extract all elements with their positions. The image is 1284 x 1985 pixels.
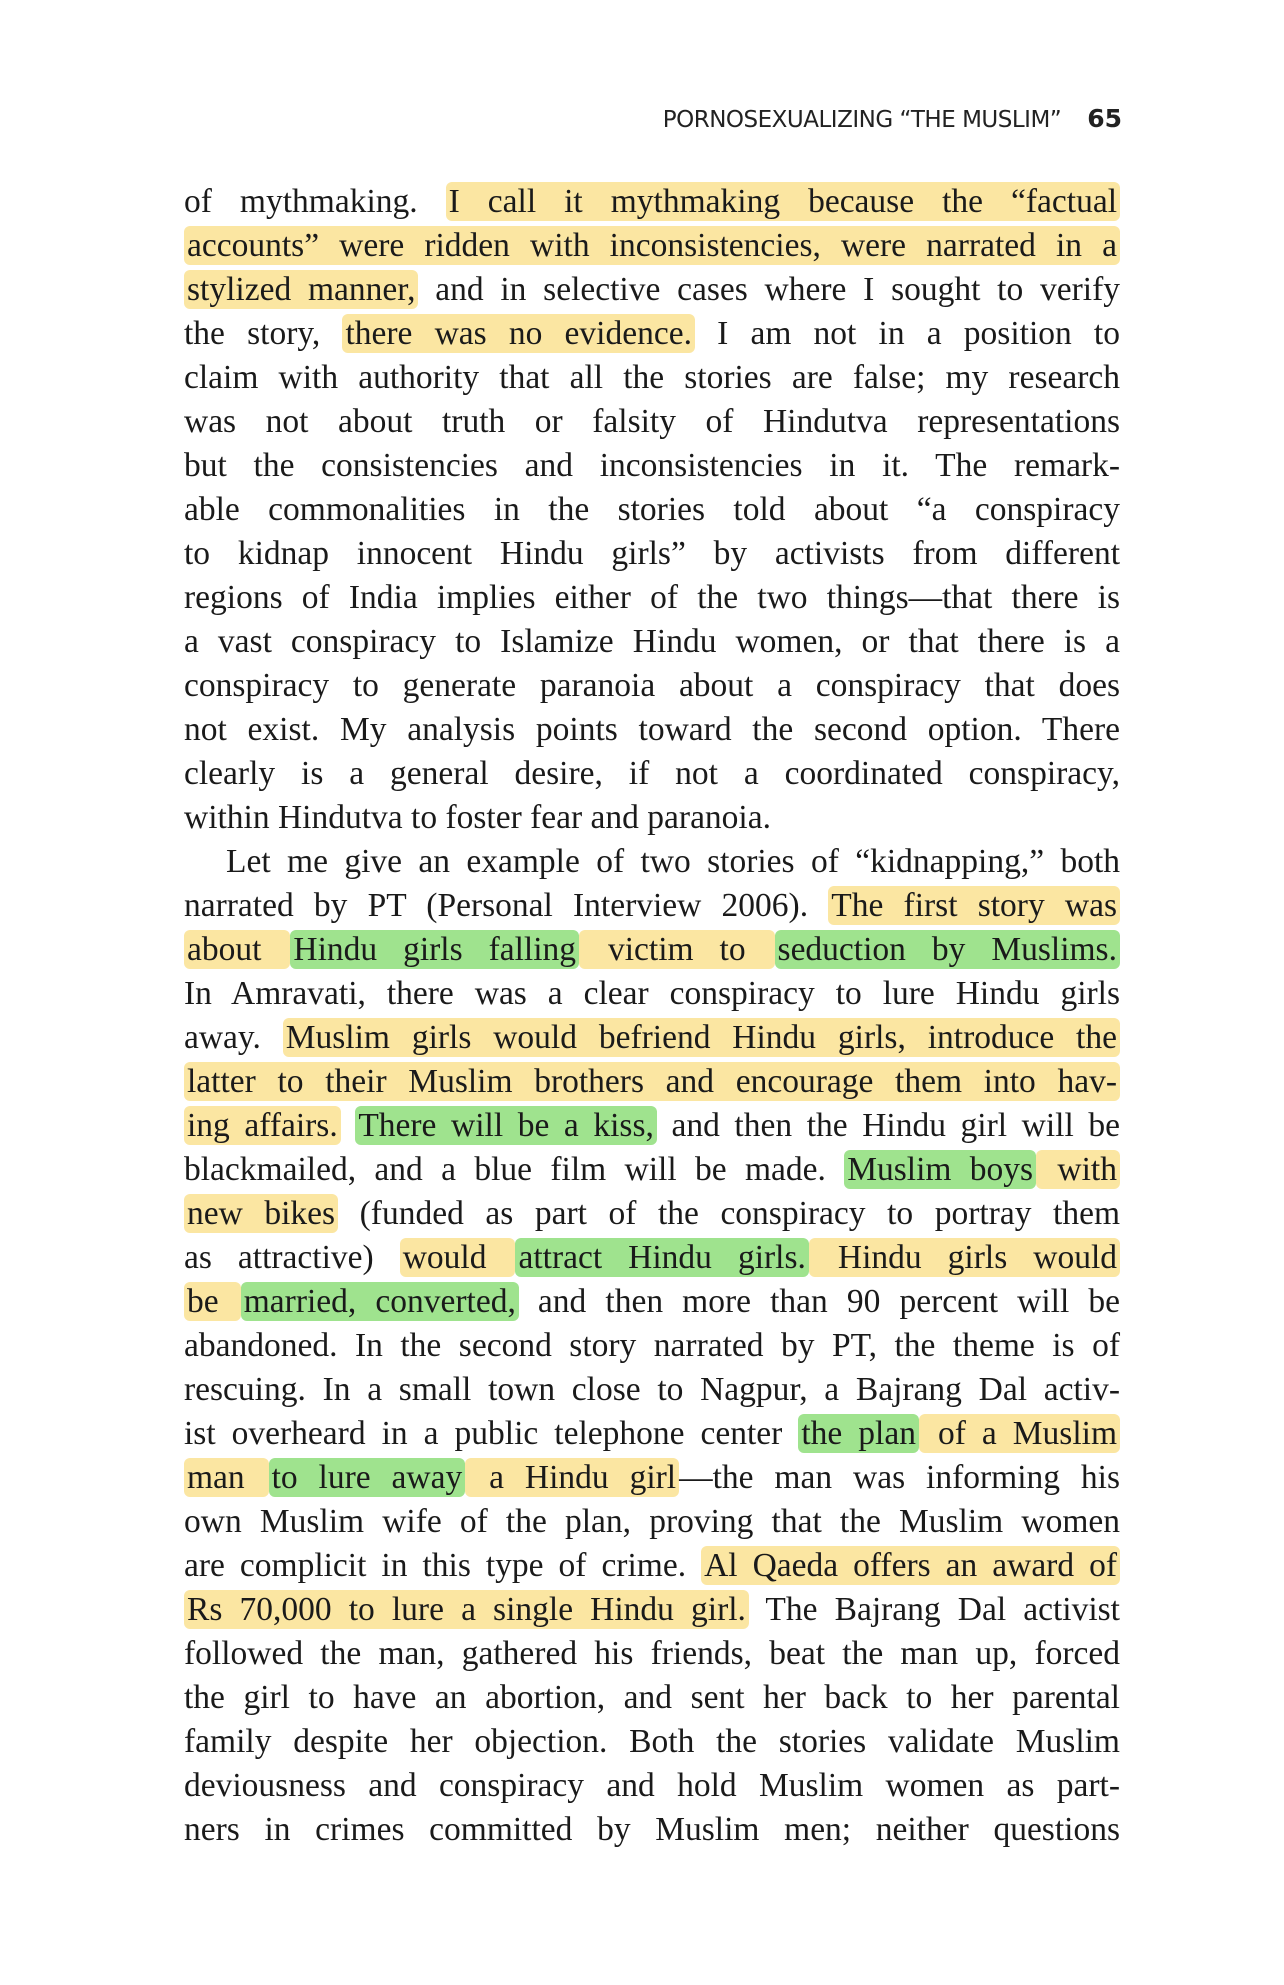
text-segment: —the man was informing his	[679, 1459, 1120, 1496]
text-line	[184, 884, 1120, 928]
highlight-yellow: The first story was	[828, 886, 1120, 925]
text-line	[184, 1368, 1120, 1412]
highlight-yellow: Hindu girls would	[809, 1238, 1120, 1277]
text-segment: as attractive)	[184, 1239, 400, 1276]
highlight-yellow: latter to their Muslim brothers and encourage them into hav-	[184, 1062, 1120, 1101]
text-line	[184, 708, 1120, 752]
highlight-yellow: stylized manner,	[184, 270, 418, 309]
highlight-green: married, converted,	[241, 1282, 519, 1321]
text-line	[184, 972, 1120, 1016]
text-line	[184, 664, 1120, 708]
text-segment: the story,	[184, 315, 343, 352]
text-segment: I am not in a position to	[694, 315, 1120, 352]
text-line	[184, 1412, 1120, 1456]
text-segment	[341, 1107, 356, 1144]
text-segment: conspiracy to generate paranoia about a conspiracy that does	[184, 667, 1120, 704]
highlight-yellow: a Hindu girl	[465, 1458, 679, 1497]
text-segment: able commonalities in the stories told about “a conspiracy	[184, 491, 1120, 528]
highlight-yellow: new bikes	[184, 1194, 338, 1233]
highlight-green: Muslim boys	[844, 1150, 1036, 1189]
text-line	[184, 268, 1120, 312]
text-segment: narrated by PT (Personal Interview 2006).	[184, 887, 829, 924]
text-segment: family despite her objection. Both the stories validate Muslim	[184, 1723, 1120, 1760]
text-segment: a vast conspiracy to Islamize Hindu women, or that there is a	[184, 623, 1120, 660]
text-line	[184, 1544, 1120, 1588]
text-line	[184, 1500, 1120, 1544]
text-line	[184, 1324, 1120, 1368]
text-segment: claim with authority that all the stories are false; my research	[184, 359, 1120, 396]
text-line	[184, 400, 1120, 444]
highlight-yellow: ing affairs.	[184, 1106, 341, 1145]
text-segment: to kidnap innocent Hindu girls” by activists from different	[184, 535, 1120, 572]
highlight-yellow: about	[184, 930, 290, 969]
text-segment: away.	[184, 1019, 283, 1056]
highlight-green: There will be a kiss,	[355, 1106, 657, 1145]
highlight-yellow: be	[184, 1282, 241, 1321]
text-segment: but the consistencies and inconsistencies in it. The remark-	[184, 447, 1120, 484]
text-line	[184, 1632, 1120, 1676]
text-line	[184, 1280, 1120, 1324]
text-line	[184, 1676, 1120, 1720]
highlight-yellow: of a Muslim	[919, 1414, 1120, 1453]
highlight-green: to lure away	[269, 1458, 466, 1497]
highlight-yellow: there was no evidence.	[342, 314, 694, 353]
text-line	[184, 1104, 1120, 1148]
text-line	[184, 488, 1120, 532]
text-segment: regions of India implies either of the two things—that there is	[184, 579, 1120, 616]
text-line	[184, 1148, 1120, 1192]
highlight-yellow: I call it mythmaking because the “factual	[446, 182, 1120, 221]
highlight-yellow: Al Qaeda offers an award of	[701, 1546, 1120, 1585]
text-segment: In Amravati, there was a clear conspiracy to lure Hindu girls	[184, 975, 1120, 1012]
text-segment: The Bajrang Dal activist	[748, 1591, 1120, 1628]
highlight-yellow: victim to	[579, 930, 775, 969]
text-line	[184, 1060, 1120, 1104]
text-line	[184, 1016, 1120, 1060]
text-segment: abandoned. In the second story narrated by PT, the theme is of	[184, 1327, 1120, 1364]
text-segment: own Muslim wife of the plan, proving that the Muslim women	[184, 1503, 1120, 1540]
page-number: 65	[1087, 104, 1122, 133]
highlight-yellow: with	[1036, 1150, 1120, 1189]
text-line	[184, 576, 1120, 620]
text-segment: deviousness and conspiracy and hold Muslim women as part-	[184, 1767, 1120, 1804]
highlight-yellow: Rs 70,000 to lure a single Hindu girl.	[184, 1590, 749, 1629]
running-head-title: PORNOSEXUALIZING “THE MUSLIM”	[662, 107, 1062, 133]
text-segment: ist overheard in a public telephone center	[184, 1415, 799, 1452]
highlight-green: seduction by Muslims.	[775, 930, 1120, 969]
text-segment: and then more than 90 percent will be	[518, 1283, 1121, 1320]
text-segment: (funded as part of the conspiracy to portray them	[338, 1195, 1120, 1232]
text-line	[184, 356, 1120, 400]
text-segment: blackmailed, and a blue film will be made.	[184, 1151, 845, 1188]
text-line	[184, 444, 1120, 488]
highlight-yellow: accounts” were ridden with inconsistencies, were narrated in a	[184, 226, 1120, 265]
text-line	[184, 1456, 1120, 1500]
text-segment: not exist. My analysis points toward the second option. There	[184, 711, 1120, 748]
text-line	[184, 180, 1120, 224]
text-segment: followed the man, gathered his friends, beat the man up, forced	[184, 1635, 1120, 1672]
text-segment: of mythmaking.	[184, 183, 446, 220]
text-line	[184, 796, 1120, 840]
body-text	[184, 180, 1120, 1852]
running-head	[663, 104, 1122, 133]
text-segment: rescuing. In a small town close to Nagpur, a Bajrang Dal activ-	[184, 1371, 1120, 1408]
text-segment: ners in crimes committed by Muslim men; neither questions	[184, 1811, 1120, 1848]
text-line	[184, 1236, 1120, 1280]
highlight-yellow: would	[400, 1238, 516, 1277]
text-line	[184, 840, 1120, 884]
highlight-yellow: man	[184, 1458, 269, 1497]
text-line	[184, 1764, 1120, 1808]
text-line	[184, 1720, 1120, 1764]
text-line	[184, 224, 1120, 268]
text-segment: was not about truth or falsity of Hindutva representations	[184, 403, 1120, 440]
text-segment: within Hindutva to foster fear and paranoia.	[184, 799, 771, 836]
text-line	[184, 620, 1120, 664]
text-line	[184, 1808, 1120, 1852]
text-segment: Let me give an example of two stories of “kidnapping,” both	[226, 843, 1120, 880]
highlight-green: the plan	[798, 1414, 919, 1453]
highlight-yellow: Muslim girls would befriend Hindu girls, introduce the	[283, 1018, 1120, 1057]
text-line	[184, 752, 1120, 796]
text-line	[184, 928, 1120, 972]
text-line	[184, 1192, 1120, 1236]
highlight-green: attract Hindu girls.	[515, 1238, 808, 1277]
text-segment: and then the Hindu girl will be	[656, 1107, 1120, 1144]
text-line	[184, 532, 1120, 576]
highlight-green: Hindu girls falling	[290, 930, 579, 969]
text-segment: clearly is a general desire, if not a coordinated conspiracy,	[184, 755, 1120, 792]
text-line	[184, 1588, 1120, 1632]
text-line	[184, 312, 1120, 356]
text-segment: and in selective cases where I sought to verify	[418, 271, 1120, 308]
text-segment: are complicit in this type of crime.	[184, 1547, 702, 1584]
text-segment: the girl to have an abortion, and sent her back to her parental	[184, 1679, 1120, 1716]
